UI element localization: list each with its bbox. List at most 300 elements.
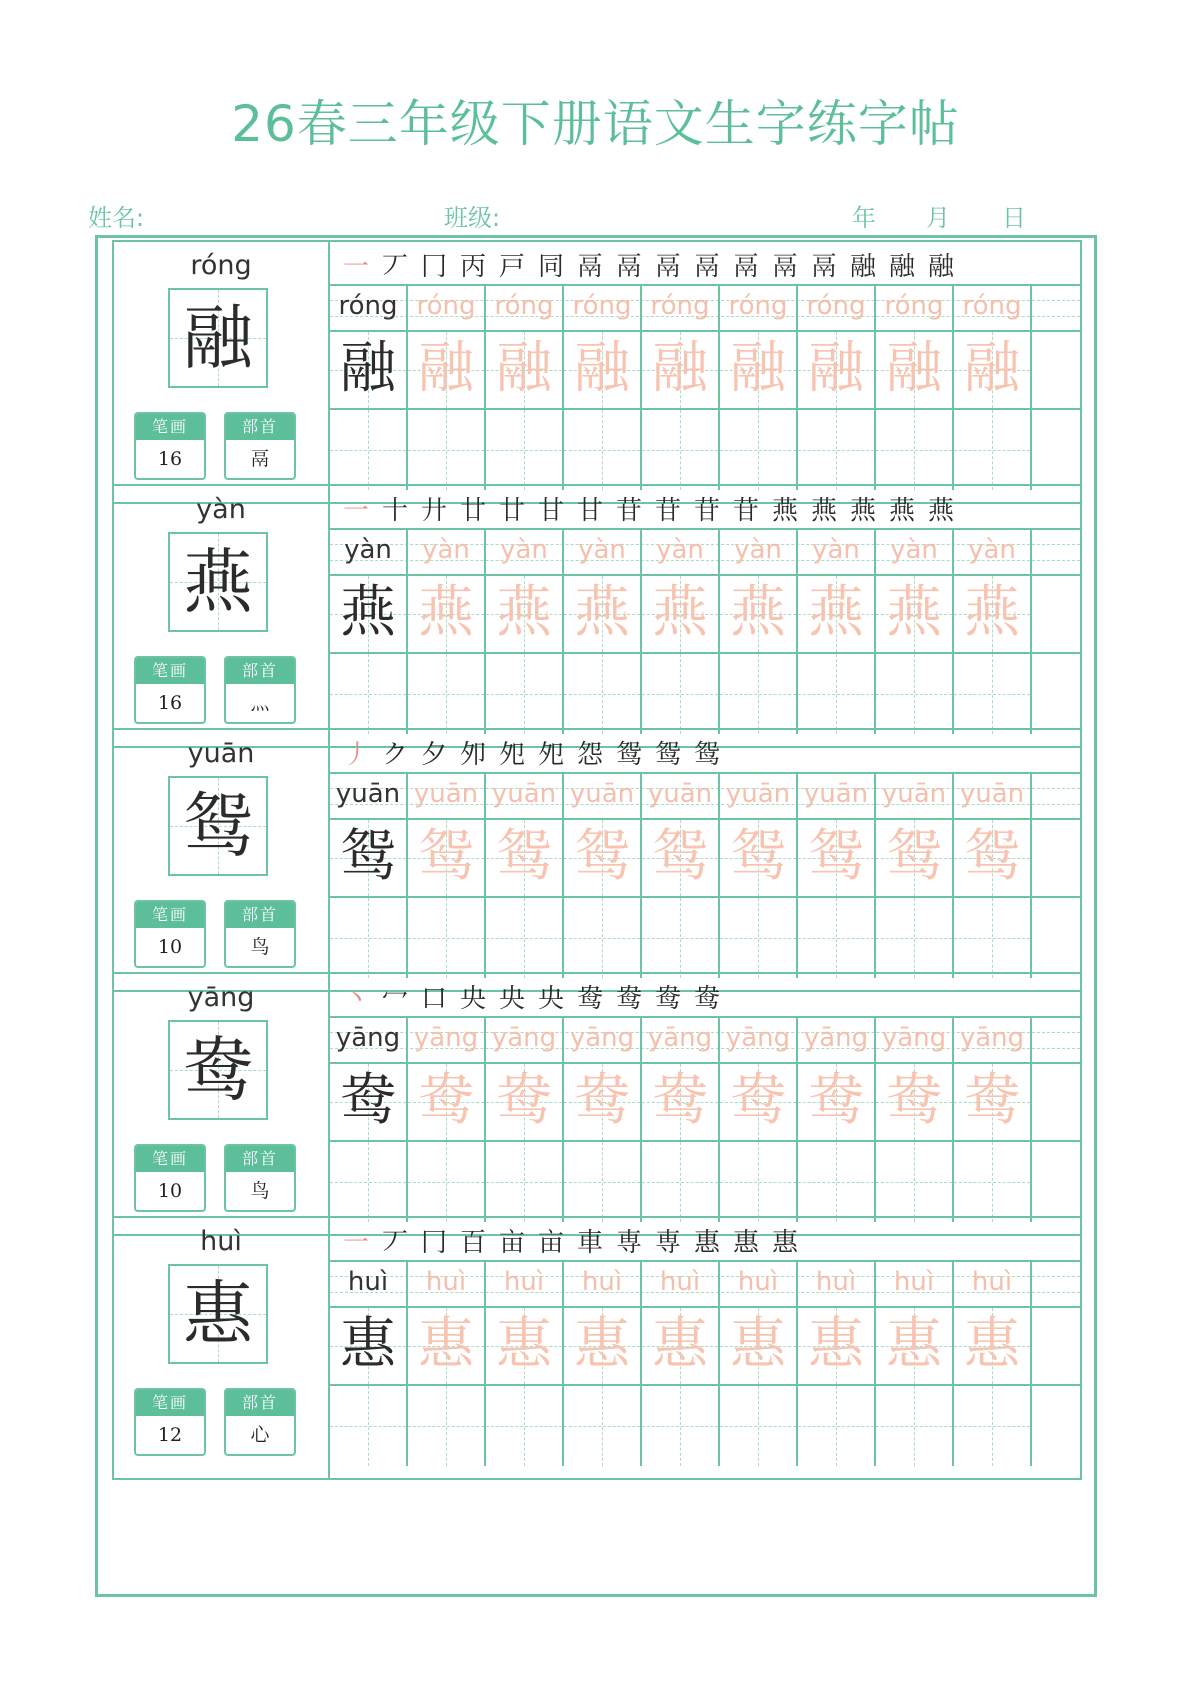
tianzi-cell[interactable] — [798, 654, 876, 734]
pinyin-trace: yàn — [486, 530, 564, 574]
stroke-order-step: 一 — [342, 496, 369, 526]
radical-badge — [224, 1388, 296, 1456]
stroke-order-step: 口 — [420, 984, 447, 1014]
big-character: 鸯 — [183, 1029, 253, 1111]
pinyin-trace: huì — [408, 1262, 486, 1306]
big-character: 惠 — [183, 1273, 253, 1355]
stroke-count-label: 笔画 — [136, 1390, 204, 1416]
tianzi-cell — [564, 576, 642, 652]
radical-value: 心 — [250, 1424, 270, 1446]
tianzi-cell[interactable] — [954, 410, 1032, 490]
trace-character: 鸯 — [418, 1068, 474, 1133]
practice-grid — [330, 486, 1080, 746]
pinyin-trace: huì — [876, 1262, 954, 1306]
character-info-panel — [114, 242, 330, 502]
trace-character: 鸯 — [496, 1068, 552, 1133]
tianzi-cell — [720, 332, 798, 408]
trace-character: 惠 — [574, 1312, 630, 1377]
radical-label: 部首 — [226, 414, 294, 440]
tianzi-cell[interactable] — [408, 410, 486, 490]
pinyin-practice-row — [330, 286, 1080, 332]
big-character-box — [168, 532, 268, 632]
stroke-order-step: 鬲 — [654, 252, 681, 282]
blank-practice-row — [330, 1386, 1080, 1466]
tianzi-cell[interactable] — [564, 1142, 642, 1222]
pinyin-trace: róng — [486, 286, 564, 330]
stroke-order-step: 鬲 — [576, 252, 603, 282]
stroke-order-step: 鸯 — [693, 984, 720, 1014]
tianzi-cell — [564, 820, 642, 896]
blank-practice-row — [330, 898, 1080, 978]
tianzi-cell[interactable] — [642, 1386, 720, 1466]
pinyin-model: huì — [330, 1262, 408, 1306]
tianzi-cell[interactable] — [876, 410, 954, 490]
tianzi-cell[interactable] — [954, 898, 1032, 978]
tianzi-cell[interactable] — [876, 1386, 954, 1466]
stroke-order-row — [330, 1218, 1080, 1262]
stroke-count-value: 12 — [157, 1424, 183, 1446]
stroke-order-step: 鸯 — [615, 984, 642, 1014]
tianzi-cell[interactable] — [876, 1142, 954, 1222]
tianzi-cell — [720, 576, 798, 652]
tianzi-cell — [876, 332, 954, 408]
stroke-order-step: 燕 — [771, 496, 798, 526]
tianzi-cell — [330, 1064, 408, 1140]
stroke-order-step: 廿 — [459, 496, 486, 526]
trace-character: 融 — [496, 336, 552, 401]
practice-grid — [330, 1218, 1080, 1478]
pinyin-trace: yāng — [720, 1018, 798, 1062]
tianzi-cell[interactable] — [876, 898, 954, 978]
trace-character: 燕 — [574, 580, 630, 645]
tianzi-cell — [330, 1308, 408, 1384]
pinyin-trace: yāng — [876, 1018, 954, 1062]
tianzi-cell — [486, 1064, 564, 1140]
stroke-order-step: 甘 — [576, 496, 603, 526]
tianzi-cell[interactable] — [486, 1142, 564, 1222]
tianzi-cell[interactable] — [564, 654, 642, 734]
pinyin-trace: róng — [798, 286, 876, 330]
stroke-count-label: 笔画 — [136, 658, 204, 684]
stroke-order-step: 夕 — [420, 740, 447, 770]
tianzi-cell — [876, 820, 954, 896]
stroke-order-step: 専 — [615, 1228, 642, 1258]
pinyin-trace: yuān — [954, 774, 1032, 818]
pinyin-trace: huì — [642, 1262, 720, 1306]
tianzi-cell[interactable] — [642, 654, 720, 734]
stroke-order-step: 燕 — [810, 496, 837, 526]
pinyin-label: yàn — [196, 494, 246, 525]
tianzi-cell[interactable] — [408, 1142, 486, 1222]
stroke-count-badge — [134, 900, 206, 968]
radical-badge — [224, 900, 296, 968]
stroke-order-step: 百 — [459, 1228, 486, 1258]
stroke-order-step: 鸳 — [615, 740, 642, 770]
blank-practice-row — [330, 1142, 1080, 1222]
tianzi-cell — [798, 332, 876, 408]
stroke-order-row — [330, 242, 1080, 286]
big-character: 融 — [183, 297, 253, 379]
stroke-order-step: 鸳 — [693, 740, 720, 770]
big-character-box — [168, 776, 268, 876]
character-info-panel — [114, 486, 330, 746]
name-label: 姓名: — [88, 204, 145, 232]
stroke-order-step: 丶 — [342, 984, 369, 1014]
stroke-order-step: 丆 — [381, 1228, 408, 1258]
stroke-order-row — [330, 974, 1080, 1018]
stroke-order-step: 甘 — [537, 496, 564, 526]
tianzi-cell[interactable] — [408, 654, 486, 734]
radical-value: 鸟 — [250, 1180, 270, 1202]
trace-character: 鸯 — [964, 1068, 1020, 1133]
big-character-box — [168, 1264, 268, 1364]
trace-row — [330, 332, 1080, 410]
trace-character: 融 — [652, 336, 708, 401]
radical-badge — [224, 412, 296, 480]
tianzi-cell — [954, 1308, 1032, 1384]
stroke-count-value: 10 — [157, 936, 183, 958]
model-character: 鸯 — [340, 1068, 396, 1133]
tianzi-cell[interactable] — [330, 898, 408, 978]
radical-value: 灬 — [250, 692, 270, 714]
trace-character: 惠 — [652, 1312, 708, 1377]
model-character: 鸳 — [340, 824, 396, 889]
class-label: 班级: — [444, 204, 501, 232]
stroke-order-row — [330, 730, 1080, 774]
tianzi-cell — [798, 1308, 876, 1384]
stroke-order-step: 夗 — [537, 740, 564, 770]
tianzi-cell — [408, 820, 486, 896]
stroke-order-step: 冂 — [420, 252, 447, 282]
pinyin-label: yāng — [187, 982, 255, 1013]
stroke-count-value: 16 — [157, 692, 183, 714]
stroke-count-value: 16 — [157, 448, 183, 470]
trace-character: 鸯 — [574, 1068, 630, 1133]
tianzi-cell[interactable] — [642, 410, 720, 490]
pinyin-trace: huì — [720, 1262, 798, 1306]
pinyin-practice-row — [330, 774, 1080, 820]
trace-character: 燕 — [964, 580, 1020, 645]
trace-character: 惠 — [886, 1312, 942, 1377]
pinyin-trace: yuān — [642, 774, 720, 818]
pinyin-practice-row — [330, 1262, 1080, 1308]
practice-grid — [330, 242, 1080, 502]
tianzi-cell[interactable] — [564, 1386, 642, 1466]
radical-badge — [224, 1144, 296, 1212]
character-info-panel — [114, 974, 330, 1234]
pinyin-trace: yàn — [720, 530, 798, 574]
pinyin-trace: yuān — [720, 774, 798, 818]
pinyin-trace: huì — [798, 1262, 876, 1306]
pinyin-model: yāng — [330, 1018, 408, 1062]
stroke-order-row — [330, 486, 1080, 530]
tianzi-cell — [486, 820, 564, 896]
tianzi-cell[interactable] — [330, 410, 408, 490]
tianzi-cell[interactable] — [330, 1386, 408, 1466]
tianzi-cell — [954, 576, 1032, 652]
tianzi-cell[interactable] — [564, 898, 642, 978]
big-character-box — [168, 1020, 268, 1120]
trace-character: 融 — [418, 336, 474, 401]
tianzi-cell — [954, 332, 1032, 408]
trace-character: 鸳 — [808, 824, 864, 889]
tianzi-cell — [564, 332, 642, 408]
stroke-order-step: 丆 — [381, 252, 408, 282]
tianzi-cell[interactable] — [954, 1142, 1032, 1222]
tianzi-cell[interactable] — [486, 1386, 564, 1466]
radical-label: 部首 — [226, 902, 294, 928]
stroke-count-badge — [134, 1388, 206, 1456]
trace-character: 鸯 — [808, 1068, 864, 1133]
trace-character: 融 — [574, 336, 630, 401]
stroke-order-step: 廾 — [420, 496, 447, 526]
tianzi-cell[interactable] — [876, 654, 954, 734]
stroke-order-step: 冂 — [420, 1228, 447, 1258]
pinyin-trace: yàn — [954, 530, 1032, 574]
tianzi-cell — [954, 1064, 1032, 1140]
stroke-order-step: 惠 — [693, 1228, 720, 1258]
stroke-order-step: 惠 — [771, 1228, 798, 1258]
pinyin-trace: huì — [486, 1262, 564, 1306]
stroke-order-step: 燕 — [849, 496, 876, 526]
trace-character: 燕 — [886, 580, 942, 645]
stroke-count-value: 10 — [157, 1180, 183, 1202]
tianzi-cell — [798, 1064, 876, 1140]
trace-character: 鸯 — [652, 1068, 708, 1133]
pinyin-model: yuān — [330, 774, 408, 818]
practice-sheet — [95, 235, 1097, 1597]
trace-character: 鸳 — [496, 824, 552, 889]
page-title: 26春三年级下册语文生字练字帖 — [231, 95, 960, 153]
trace-character: 燕 — [652, 580, 708, 645]
pinyin-practice-row — [330, 1018, 1080, 1064]
character-row — [112, 1216, 1082, 1480]
pinyin-trace: yuān — [876, 774, 954, 818]
pinyin-trace: yàn — [798, 530, 876, 574]
character-info-panel — [114, 730, 330, 990]
blank-practice-row — [330, 410, 1080, 490]
model-character: 惠 — [340, 1312, 396, 1377]
tianzi-cell — [876, 1064, 954, 1140]
blank-practice-row — [330, 654, 1080, 734]
stroke-order-step: 惠 — [732, 1228, 759, 1258]
pinyin-trace: huì — [954, 1262, 1032, 1306]
tianzi-cell — [330, 576, 408, 652]
pinyin-trace: yàn — [408, 530, 486, 574]
tianzi-cell[interactable] — [486, 410, 564, 490]
stroke-order-step: 冖 — [381, 984, 408, 1014]
tianzi-cell[interactable] — [408, 898, 486, 978]
tianzi-cell — [330, 820, 408, 896]
stroke-order-step: 央 — [498, 984, 525, 1014]
character-row — [112, 240, 1082, 504]
pinyin-trace: róng — [954, 286, 1032, 330]
pinyin-trace: yuān — [486, 774, 564, 818]
stroke-count-badge — [134, 412, 206, 480]
trace-character: 燕 — [730, 580, 786, 645]
tianzi-cell — [642, 1308, 720, 1384]
tianzi-cell — [486, 576, 564, 652]
tianzi-cell — [408, 332, 486, 408]
stroke-order-step: 融 — [888, 252, 915, 282]
stroke-order-step: 鸯 — [576, 984, 603, 1014]
pinyin-trace: róng — [642, 286, 720, 330]
tianzi-cell[interactable] — [798, 1142, 876, 1222]
trace-character: 惠 — [808, 1312, 864, 1377]
pinyin-trace: yàn — [642, 530, 720, 574]
tianzi-cell[interactable] — [954, 654, 1032, 734]
big-character: 鸳 — [183, 785, 253, 867]
trace-character: 鸳 — [886, 824, 942, 889]
stroke-order-step: 苷 — [615, 496, 642, 526]
tianzi-cell[interactable] — [720, 410, 798, 490]
stroke-count-badge — [134, 656, 206, 724]
year-label: 年 — [852, 204, 876, 232]
character-row — [112, 484, 1082, 748]
pinyin-label: yuān — [187, 738, 255, 769]
tianzi-cell[interactable] — [798, 1386, 876, 1466]
trace-character: 融 — [808, 336, 864, 401]
pinyin-label: róng — [190, 250, 252, 281]
pinyin-trace: yuān — [798, 774, 876, 818]
trace-character: 惠 — [418, 1312, 474, 1377]
stroke-order-step: 夘 — [459, 740, 486, 770]
stroke-order-step: 苷 — [654, 496, 681, 526]
character-info-panel — [114, 1218, 330, 1478]
trace-character: 燕 — [496, 580, 552, 645]
tianzi-cell[interactable] — [486, 898, 564, 978]
tianzi-cell[interactable] — [330, 1142, 408, 1222]
pinyin-trace: yāng — [798, 1018, 876, 1062]
stroke-order-step: 亩 — [537, 1228, 564, 1258]
tianzi-cell[interactable] — [642, 1142, 720, 1222]
stroke-order-step: 車 — [576, 1228, 603, 1258]
pinyin-trace: huì — [564, 1262, 642, 1306]
stroke-order-step: ク — [381, 740, 408, 770]
stroke-order-step: 同 — [537, 252, 564, 282]
radical-value: 鬲 — [250, 448, 270, 470]
stroke-order-step: 央 — [537, 984, 564, 1014]
stroke-order-step: 燕 — [927, 496, 954, 526]
trace-character: 燕 — [808, 580, 864, 645]
tianzi-cell — [408, 1308, 486, 1384]
trace-row — [330, 1308, 1080, 1386]
tianzi-cell — [876, 576, 954, 652]
radical-label: 部首 — [226, 658, 294, 684]
pinyin-trace: róng — [876, 286, 954, 330]
tianzi-cell[interactable] — [720, 1386, 798, 1466]
trace-character: 惠 — [730, 1312, 786, 1377]
tianzi-cell — [876, 1308, 954, 1384]
tianzi-cell[interactable] — [330, 654, 408, 734]
pinyin-model: yàn — [330, 530, 408, 574]
tianzi-cell — [798, 576, 876, 652]
pinyin-trace: yuān — [564, 774, 642, 818]
character-row — [112, 972, 1082, 1236]
tianzi-cell[interactable] — [564, 410, 642, 490]
stroke-order-step: 一 — [342, 252, 369, 282]
tianzi-cell — [330, 332, 408, 408]
tianzi-cell[interactable] — [408, 1386, 486, 1466]
stroke-order-step: 丙 — [459, 252, 486, 282]
stroke-order-step: 鬲 — [771, 252, 798, 282]
trace-character: 鸳 — [652, 824, 708, 889]
pinyin-trace: yāng — [408, 1018, 486, 1062]
pinyin-trace: yāng — [486, 1018, 564, 1062]
stroke-order-step: 鸯 — [654, 984, 681, 1014]
tianzi-cell — [642, 332, 720, 408]
character-row — [112, 728, 1082, 992]
stroke-order-step: 専 — [654, 1228, 681, 1258]
stroke-order-step: 鬲 — [732, 252, 759, 282]
stroke-order-step: 一 — [342, 1228, 369, 1258]
tianzi-cell[interactable] — [720, 1142, 798, 1222]
stroke-order-step: 鬲 — [810, 252, 837, 282]
trace-character: 燕 — [418, 580, 474, 645]
tianzi-cell[interactable] — [720, 654, 798, 734]
trace-character: 鸯 — [886, 1068, 942, 1133]
tianzi-cell — [720, 1064, 798, 1140]
trace-character: 惠 — [496, 1312, 552, 1377]
tianzi-cell — [642, 576, 720, 652]
pinyin-trace: yāng — [954, 1018, 1032, 1062]
stroke-order-step: 鸳 — [654, 740, 681, 770]
stroke-order-step: 融 — [849, 252, 876, 282]
tianzi-cell — [954, 820, 1032, 896]
tianzi-cell[interactable] — [642, 898, 720, 978]
stroke-order-step: 央 — [459, 984, 486, 1014]
stroke-order-step: 怨 — [576, 740, 603, 770]
trace-character: 鸳 — [418, 824, 474, 889]
trace-character: 鸳 — [730, 824, 786, 889]
stroke-order-step: 苷 — [732, 496, 759, 526]
stroke-count-badge — [134, 1144, 206, 1212]
radical-label: 部首 — [226, 1390, 294, 1416]
pinyin-trace: yàn — [564, 530, 642, 574]
tianzi-cell[interactable] — [486, 654, 564, 734]
tianzi-cell — [564, 1308, 642, 1384]
stroke-order-step: 夗 — [498, 740, 525, 770]
pinyin-label: huì — [200, 1226, 242, 1257]
tianzi-cell — [720, 1308, 798, 1384]
trace-character: 融 — [964, 336, 1020, 401]
tianzi-cell[interactable] — [720, 898, 798, 978]
stroke-order-step: 戸 — [498, 252, 525, 282]
tianzi-cell[interactable] — [798, 410, 876, 490]
trace-character: 鸳 — [574, 824, 630, 889]
trace-character: 鸯 — [730, 1068, 786, 1133]
stroke-order-step: 亩 — [498, 1228, 525, 1258]
stroke-order-step: 鬲 — [693, 252, 720, 282]
radical-label: 部首 — [226, 1146, 294, 1172]
trace-character: 惠 — [964, 1312, 1020, 1377]
stroke-order-step: 燕 — [888, 496, 915, 526]
tianzi-cell — [486, 332, 564, 408]
pinyin-trace: yāng — [642, 1018, 720, 1062]
tianzi-cell[interactable] — [798, 898, 876, 978]
stroke-order-step: 融 — [927, 252, 954, 282]
stroke-order-step: 鬲 — [615, 252, 642, 282]
tianzi-cell — [642, 820, 720, 896]
pinyin-trace: róng — [408, 286, 486, 330]
big-character: 燕 — [183, 541, 253, 623]
practice-grid — [330, 730, 1080, 990]
tianzi-cell[interactable] — [954, 1386, 1032, 1466]
pinyin-trace: yàn — [876, 530, 954, 574]
stroke-order-step: 苷 — [693, 496, 720, 526]
pinyin-practice-row — [330, 530, 1080, 576]
trace-character: 融 — [886, 336, 942, 401]
